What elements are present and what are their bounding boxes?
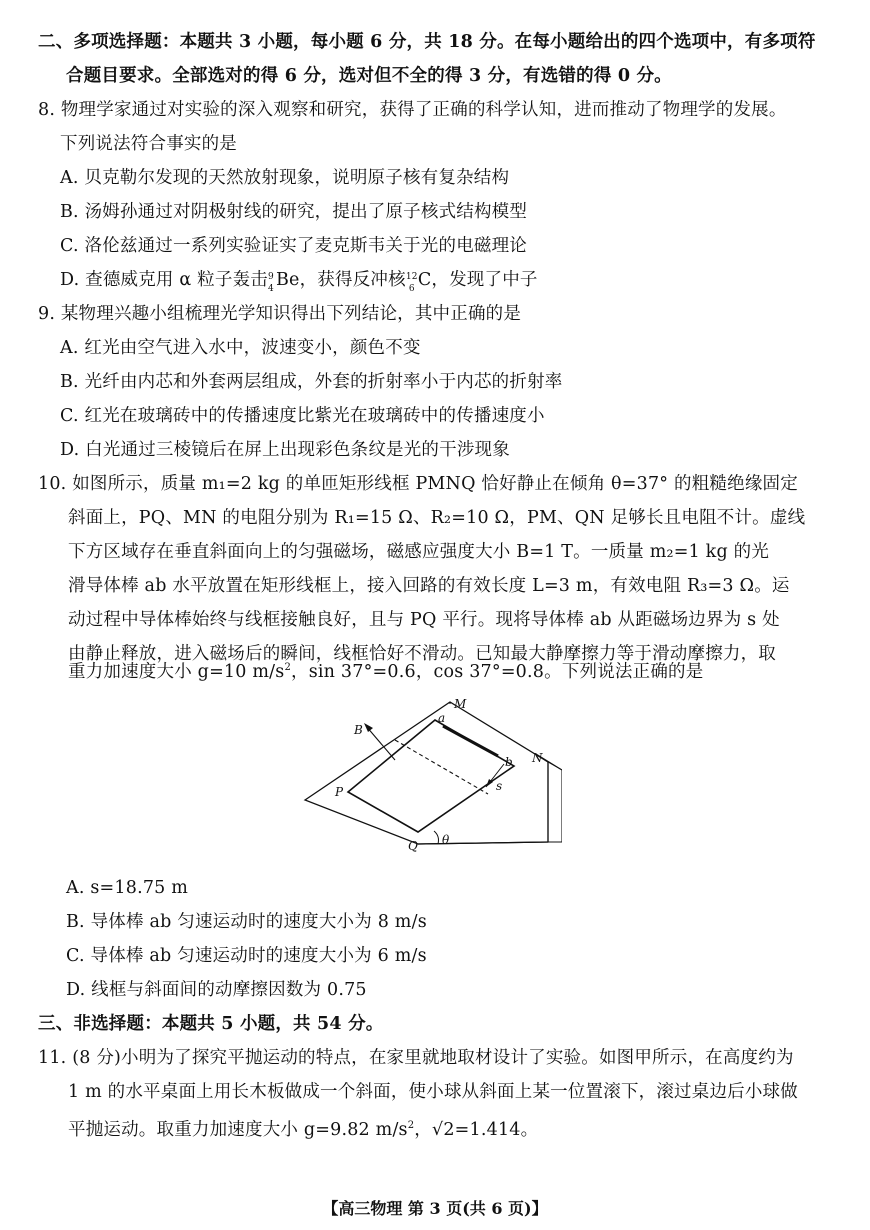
frame-pmnq xyxy=(348,720,514,832)
q10-option-b: B. 导体棒 ab 匀速运动时的速度大小为 8 m/s xyxy=(66,912,427,932)
q10-option-a: A. s=18.75 m xyxy=(66,878,189,898)
q10-line7 xyxy=(68,656,703,684)
q11-line3-post: ，√2=1.414。 xyxy=(414,1119,539,1140)
q8-c-number: 6 xyxy=(408,284,415,294)
label-a: a xyxy=(438,711,446,725)
label-s: s xyxy=(496,779,503,793)
section2-heading-line2: 合题目要求。全部选对的得 6 分，选对但不全的得 3 分，有选错的得 0 分。 xyxy=(66,66,672,86)
rod-ab xyxy=(443,726,498,756)
q10-line1: 10. 如图所示，质量 m₁=2 kg 的单匝矩形线框 PMNQ 恰好静止在倾角 θ=37° 的粗糙绝缘固定 xyxy=(38,474,798,494)
section2-heading-line1: 二、多项选择题：本题共 3 小题，每小题 6 分，共 18 分。在每小题给出的四个选项中，有多项符 xyxy=(38,32,816,52)
q8-option-d xyxy=(60,268,538,292)
q10-line7-pre: 重力加速度大小 g=10 m/s xyxy=(68,661,285,682)
q10-line4: 滑导体棒 ab 水平放置在矩形线框上，接入回路的有效长度 L=3 m，有效电阻 R₃=3 Ω。运 xyxy=(68,576,790,596)
q10-line5: 动过程中导体棒始终与线框接触良好，且与 PQ 平行。现将导体棒 ab 从距磁场边界为 s 处 xyxy=(68,610,780,630)
q8-option-d-post: C，发现了中子 xyxy=(417,270,538,290)
q8-stem-line2: 下列说法符合事实的是 xyxy=(60,134,237,154)
q9-option-c: C. 红光在玻璃砖中的传播速度比紫光在玻璃砖中的传播速度小 xyxy=(60,406,545,426)
q10-line2: 斜面上，PQ、MN 的电阻分别为 R₁=15 Ω、R₂=10 Ω，PM、QN 足够长且电阻不计。虚线 xyxy=(68,508,806,528)
theta-arc xyxy=(434,831,439,844)
slope-surface xyxy=(305,702,548,844)
q10-line7-post: ，sin 37°=0.6，cos 37°=0.8。下列说法正确的是 xyxy=(291,661,704,682)
q11-line1: 11. (8 分)小明为了探究平抛运动的特点，在家里就地取材设计了实验。如图甲所示，在高度约为 xyxy=(38,1048,794,1068)
label-n: N xyxy=(532,751,543,765)
q10-line7-sup: 2 xyxy=(284,662,291,673)
slope-base xyxy=(418,842,548,844)
q8-be-nuclide xyxy=(267,269,276,294)
q10-line6: 由静止释放，进入磁场后的瞬间，线框恰好不滑动。已知最大静摩擦力等于滑动摩擦力，取 xyxy=(68,644,776,664)
q11-line3 xyxy=(68,1114,538,1142)
q9-option-b: B. 光纤由内芯和外套两层组成，外套的折射率小于内芯的折射率 xyxy=(60,372,563,392)
q8-c-mass: 12 xyxy=(405,272,418,282)
label-b: b xyxy=(505,755,513,769)
q9-stem: 9. 某物理兴趣小组梳理光学知识得出下列结论，其中正确的是 xyxy=(38,304,522,324)
b-field-arrowhead xyxy=(364,723,373,732)
slope-side-edge xyxy=(548,762,562,770)
q8-option-d-be: Be，获得反冲核 xyxy=(275,270,406,290)
label-theta: θ xyxy=(442,833,450,847)
q9-option-d: D. 白光通过三棱镜后在屏上出现彩色条纹是光的干涉现象 xyxy=(60,440,510,460)
q10-line3: 下方区域存在垂直斜面向上的匀强磁场，磁感应强度大小 B=1 T。一质量 m₂=1 kg 的光 xyxy=(68,542,770,562)
q11-line2: 1 m 的水平桌面上用长木板做成一个斜面，使小球从斜面上某一位置滚下，滚过桌边后小球做 xyxy=(68,1082,798,1102)
q8-option-a: A. 贝克勒尔发现的天然放射现象，说明原子核有复杂结构 xyxy=(60,168,510,188)
b-field-arrow xyxy=(366,726,395,760)
q11-line3-sup: 2 xyxy=(407,1120,415,1131)
q11-line3-pre: 平抛运动。取重力加速度大小 g=9.82 m/s xyxy=(68,1119,408,1140)
field-boundary xyxy=(395,740,488,794)
label-m: M xyxy=(454,697,467,711)
section3-heading: 三、非选择题：本题共 5 小题，共 54 分。 xyxy=(38,1014,384,1034)
label-p: P xyxy=(335,785,344,799)
q8-option-d-pre: D. 查德威克用 α 粒子轰击 xyxy=(60,270,268,290)
q8-be-number: 4 xyxy=(267,284,274,294)
incline-diagram xyxy=(300,692,562,864)
q8-be-mass: 9 xyxy=(267,272,274,282)
q10-figure-incline xyxy=(300,692,562,864)
label-b-field: B xyxy=(354,723,363,737)
q9-option-a: A. 红光由空气进入水中，波速变小，颜色不变 xyxy=(60,338,421,358)
q8-c-nuclide xyxy=(405,269,418,294)
q8-stem-line1: 8. 物理学家通过对实验的深入观察和研究，获得了正确的科学认知，进而推动了物理学的发展。 xyxy=(38,100,787,120)
q8-option-b: B. 汤姆孙通过对阴极射线的研究，提出了原子核式结构模型 xyxy=(60,202,528,222)
page-footer: 【高三物理 第 3 页(共 6 页)】 xyxy=(322,1199,548,1218)
q10-option-d: D. 线框与斜面间的动摩擦因数为 0.75 xyxy=(66,980,367,1000)
q8-option-c: C. 洛伦兹通过一系列实验证实了麦克斯韦关于光的电磁理论 xyxy=(60,236,527,256)
q10-option-c: C. 导体棒 ab 匀速运动时的速度大小为 6 m/s xyxy=(66,946,427,966)
label-q: Q xyxy=(408,839,418,853)
